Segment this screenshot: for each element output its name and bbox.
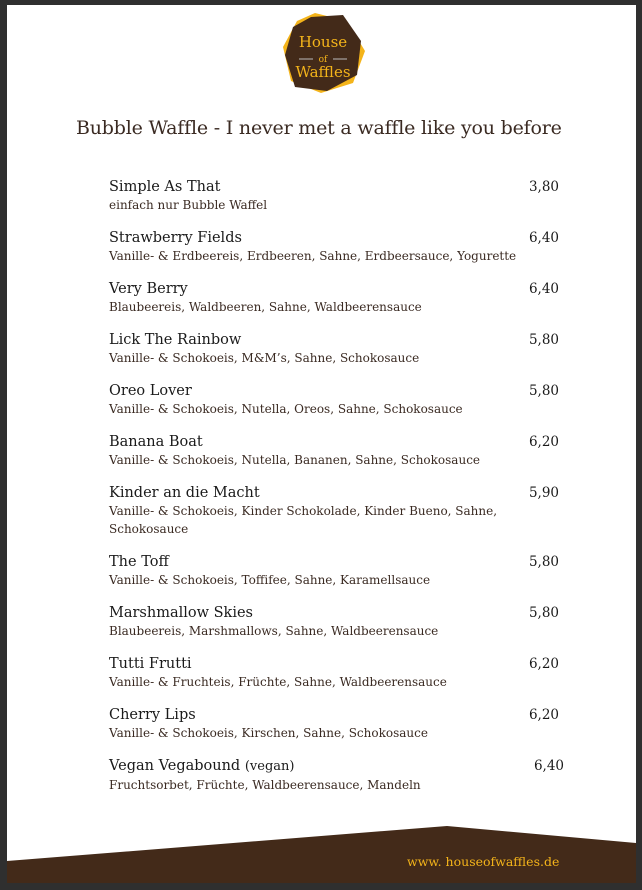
- logo-line3: Waffles: [295, 63, 351, 81]
- item-description: Fruchtsorbet, Früchte, Waldbeerensauce, Mandeln: [109, 778, 421, 792]
- item-price: 6,40: [533, 758, 564, 774]
- item-name-text: Marshmallow Skies: [109, 605, 254, 621]
- page-title: Bubble Waffle - I never met a waffle like you before: [76, 117, 562, 139]
- website-url[interactable]: www. houseofwaffles.de: [407, 854, 560, 869]
- item-name-text: Very Berry: [109, 281, 188, 297]
- item-name-text: Vegan Vegabound: [109, 758, 241, 774]
- footer-band: [7, 5, 636, 883]
- logo-line1: House: [298, 33, 348, 51]
- menu-page: [7, 5, 636, 883]
- item-description: Blaubeereis, Marshmallows, Sahne, Waldbeerensauce: [109, 624, 439, 638]
- item-price: 6,20: [528, 656, 559, 672]
- item-name-text: Lick The Rainbow: [109, 332, 242, 348]
- item-description: Blaubeereis, Waldbeeren, Sahne, Waldbeerensauce: [109, 300, 422, 314]
- item-price: 5,80: [528, 605, 559, 621]
- item-price: 5,80: [528, 554, 559, 570]
- item-name-text: Kinder an die Macht: [109, 485, 260, 501]
- item-description: Vanille- & Erdbeereis, Erdbeeren, Sahne, Erdbeersauce, Yogurette: [109, 249, 517, 263]
- item-description: Vanille- & Schokoeis, Nutella, Bananen, Sahne, Schokosauce: [109, 453, 481, 467]
- item-description: Vanille- & Schokoeis, Nutella, Oreos, Sahne, Schokosauce: [109, 402, 463, 416]
- item-description: Vanille- & Schokoeis, Kinder Schokolade, Kinder Bueno, Sahne, Schokosauce: [109, 504, 498, 536]
- item-name-text: Simple As That: [109, 179, 221, 195]
- logo-line2: of: [318, 55, 328, 65]
- item-description: einfach nur Bubble Waffel: [109, 198, 268, 212]
- item-name-text: Cherry Lips: [109, 707, 196, 723]
- item-description: Vanille- & Schokoeis, M&M’s, Sahne, Schokosauce: [109, 351, 420, 365]
- item-price: 5,90: [528, 485, 559, 501]
- item-price: 6,40: [528, 230, 559, 246]
- item-price: 6,40: [528, 281, 559, 297]
- item-name-text: Strawberry Fields: [109, 230, 242, 246]
- item-name-text: Banana Boat: [109, 434, 203, 450]
- item-description: Vanille- & Schokoeis, Toffifee, Sahne, Karamellsauce: [109, 573, 431, 587]
- item-description: Vanille- & Schokoeis, Kirschen, Sahne, Schokosauce: [109, 726, 428, 740]
- item-price: 5,80: [528, 383, 559, 399]
- item-price: 6,20: [528, 434, 559, 450]
- item-price: 3,80: [528, 179, 559, 195]
- item-name-text: Oreo Lover: [109, 383, 192, 399]
- item-name-text: Tutti Frutti: [109, 656, 192, 672]
- item-tag: (vegan): [244, 759, 295, 774]
- item-price: 5,80: [528, 332, 559, 348]
- item-name-text: The Toff: [109, 554, 169, 570]
- item-description: Vanille- & Fruchteis, Früchte, Sahne, Waldbeerensauce: [109, 675, 447, 689]
- item-price: 6,20: [528, 707, 559, 723]
